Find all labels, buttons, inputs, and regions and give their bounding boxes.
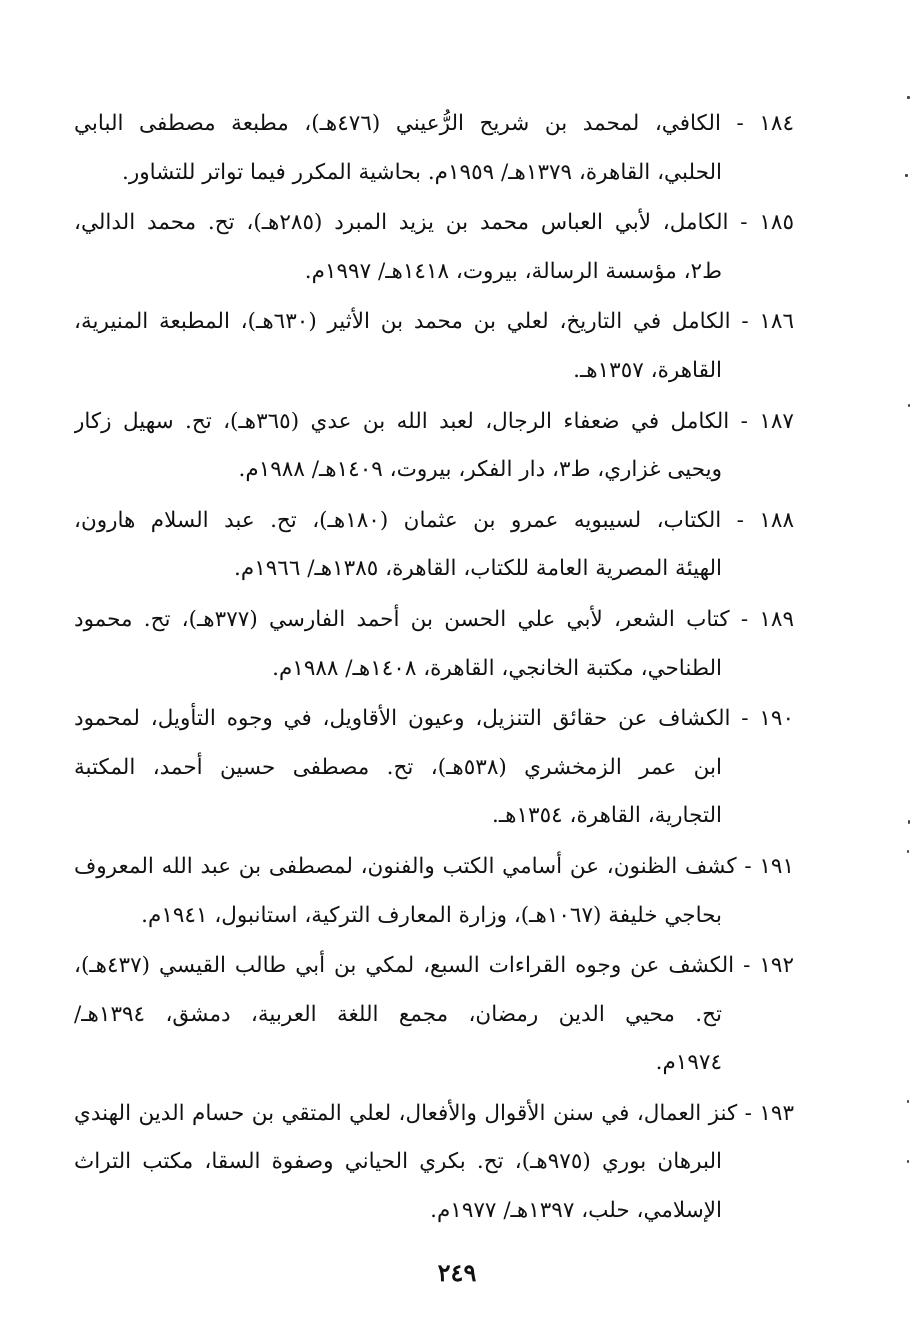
entry-line: ١٨٨ - الكتاب، لسيبويه عمرو بن عثمان (١٨٠هـ)، تح. عبد السلام هارون، — [74, 507, 794, 533]
bibliography-entry-193 — [74, 1090, 794, 1236]
entry-line: ١٨٩ - كتاب الشعر، لأبي علي الحسن بن أحمد الفارسي (٣٧٧هـ)، تح. محمود — [74, 606, 794, 632]
entry-line: الطناحي، مكتبة الخانجي، القاهرة، ١٤٠٨هـ/ ١٩٨٨م. — [272, 655, 722, 681]
entry-line: ابن عمر الزمخشري (٥٣٨هـ)، تح. مصطفى حسين أحمد، المكتبة — [74, 754, 722, 780]
entry-line: الإسلامي، حلب، ١٣٩٧هـ/ ١٩٧٧م. — [430, 1198, 722, 1224]
bibliography-entry-189 — [74, 596, 794, 693]
entry-line: ١٩٢ - الكشف عن وجوه القراءات السبع، لمكي بن أبي طالب القيسي (٤٣٧هـ)، — [74, 953, 794, 979]
bibliography-entry-192 — [74, 942, 794, 1088]
bibliography-entry-188 — [74, 497, 794, 594]
entry-line: ويحيى غزاري، ط٣، دار الفكر، بيروت، ١٤٠٩هـ/ ١٩٨٨م. — [238, 457, 722, 483]
entry-line: ١٨٧ - الكامل في ضعفاء الرجال، لعبد الله بن عدي (٣٦٥هـ)، تح. سهيل زكار — [74, 408, 794, 434]
entry-line: البرهان بوري (٩٧٥هـ)، تح. بكري الحياني وصفوة السقا، مكتب التراث — [74, 1149, 722, 1175]
bibliography-entry-186 — [74, 298, 794, 395]
entry-line: ١٨٦ - الكامل في التاريخ، لعلي بن محمد بن الأثير (٦٣٠هـ)، المطبعة المنيرية، — [74, 309, 794, 335]
entry-line: ١٩٣ - كنز العمال، في سنن الأقوال والأفعال، لعلي المتقي بن حسام الدين الهندي — [74, 1100, 794, 1126]
scan-speck — [907, 96, 910, 99]
entry-line: ١٨٤ - الكافي، لمحمد بن شريح الرُّعيني (٤٧٦هـ)، مطبعة مصطفى البابي — [74, 111, 794, 136]
entry-line: ١٨٥ - الكامل، لأبي العباس محمد بن يزيد المبرد (٢٨٥هـ)، تح. محمد الدالي، — [74, 210, 794, 236]
entry-line: ١٩٠ - الكشاف عن حقائق التنزيل، وعيون الأقاويل، في وجوه التأويل، لمحمود — [74, 706, 794, 732]
scan-speck — [905, 174, 908, 177]
entry-line: التجارية، القاهرة، ١٣٥٤هـ. — [492, 803, 722, 829]
entry-line: تح. محيي الدين رمضان، مجمع اللغة العربية، دمشق، ١٣٩٤هـ/ — [74, 1001, 722, 1027]
entry-line: بحاجي خليفة (١٠٦٧هـ)، وزارة المعارف التركية، استانبول، ١٩٤١م. — [141, 902, 722, 928]
scan-speck — [908, 820, 910, 824]
scan-speck — [907, 1160, 909, 1163]
entry-line: ١٩١ - كشف الظنون، عن أسامي الكتب والفنون، لمصطفى بن عبد الله المعروف — [74, 853, 794, 879]
entry-line: القاهرة، ١٣٥٧هـ. — [573, 357, 722, 383]
entry-line: ١٩٧٤م. — [655, 1050, 722, 1076]
bibliography-entry-185 — [74, 199, 794, 296]
entry-line: ط٢، مؤسسة الرسالة، بيروت، ١٤١٨هـ/ ١٩٩٧م. — [304, 258, 722, 284]
bibliography-list — [74, 100, 794, 1238]
scan-speck — [907, 1100, 909, 1103]
bibliography-entry-191 — [74, 843, 794, 940]
bibliography-entry-187 — [74, 398, 794, 495]
entry-line: الهيئة المصرية العامة للكتاب، القاهرة، ١٣٨٥هـ/ ١٩٦٦م. — [234, 556, 722, 582]
entry-line: الحلبي، القاهرة، ١٣٧٩هـ/ ١٩٥٩م. بحاشية المكرر فيما تواتر للتشاور. — [121, 159, 722, 185]
bibliography-entry-190 — [74, 695, 794, 841]
scan-speck — [908, 404, 910, 407]
scan-speck — [907, 850, 909, 853]
page-number: ٢٤٩ — [437, 1258, 477, 1287]
bibliography-entry-184 — [74, 100, 794, 197]
